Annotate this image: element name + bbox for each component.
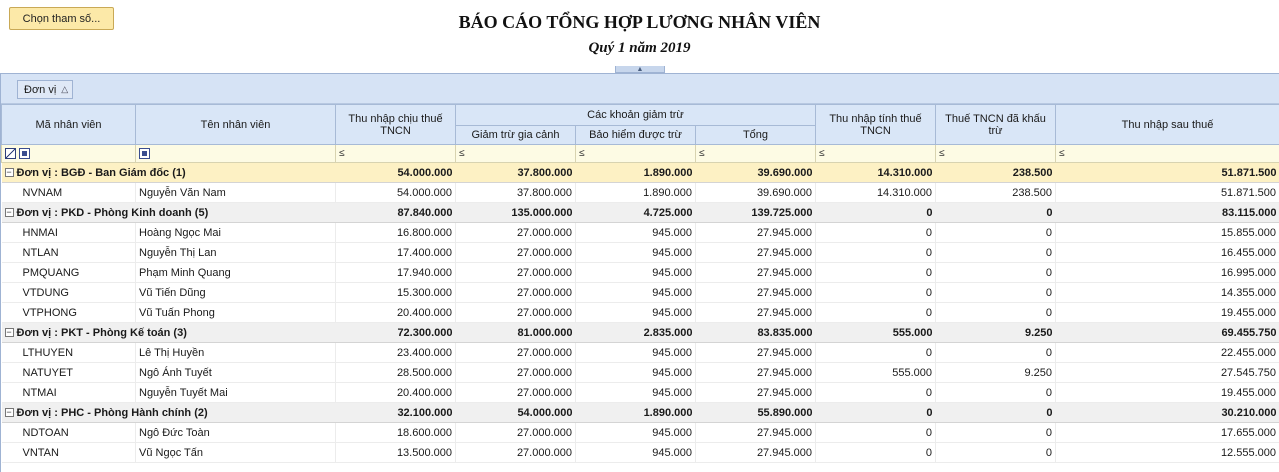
col-header-thue-da-khau-tru[interactable]: Thuế TNCN đã khấu trừ <box>936 105 1056 145</box>
cell-value: 16.455.000 <box>1056 243 1279 263</box>
cell-ma-nv: PMQUANG <box>2 263 136 283</box>
cell-value: 0 <box>936 383 1056 403</box>
cell-ma-nv: VTPHONG <box>2 303 136 323</box>
cell-value: 0 <box>936 343 1056 363</box>
group-total-cell: 238.500 <box>936 163 1056 183</box>
cell-value: 19.455.000 <box>1056 383 1279 403</box>
group-total-cell: 87.840.000 <box>336 203 456 223</box>
cell-value: 0 <box>816 283 936 303</box>
table-row[interactable] <box>2 363 1279 383</box>
cell-ten-nv: Ngô Đức Toàn <box>136 423 336 443</box>
group-total-cell: 83.835.000 <box>696 323 816 343</box>
report-title: BÁO CÁO TỔNG HỢP LƯƠNG NHÂN VIÊN <box>458 12 821 32</box>
cell-ma-nv: NDTOAN <box>2 423 136 443</box>
group-row[interactable] <box>2 323 1279 343</box>
cell-value: 18.600.000 <box>336 423 456 443</box>
cell-value: 16.995.000 <box>1056 263 1279 283</box>
table-row[interactable] <box>2 243 1279 263</box>
cell-value: 0 <box>816 443 936 463</box>
collapse-handle[interactable] <box>615 66 665 73</box>
cell-ten-nv: Phạm Minh Quang <box>136 263 336 283</box>
filter-checkbox-icon[interactable] <box>19 148 30 159</box>
group-total-cell: 135.000.000 <box>456 203 576 223</box>
cell-value: 39.690.000 <box>696 183 816 203</box>
cell-value: 945.000 <box>576 363 696 383</box>
collapse-group-icon[interactable]: − <box>6 407 12 418</box>
cell-value: 27.000.000 <box>456 443 576 463</box>
group-total-cell: 0 <box>936 403 1056 423</box>
filter-cell-tong[interactable]: ≤ <box>696 145 816 163</box>
group-total-cell: 2.835.000 <box>576 323 696 343</box>
group-total-cell: 0 <box>936 203 1056 223</box>
grid-body <box>2 163 1279 463</box>
filter-checkbox-icon[interactable] <box>139 148 150 159</box>
cell-value: 0 <box>936 303 1056 323</box>
cell-value: 37.800.000 <box>456 183 576 203</box>
salary-grid <box>0 73 1279 472</box>
cell-value: 27.000.000 <box>456 363 576 383</box>
cell-value: 15.855.000 <box>1056 223 1279 243</box>
group-label: Đơn vị : BGĐ - Ban Giám đốc (1) <box>16 166 186 179</box>
filter-cell-thu-nhap-chiu-thue[interactable]: ≤ <box>336 145 456 163</box>
col-header-ma-nv[interactable]: Mã nhân viên <box>2 105 136 145</box>
cell-value: 17.940.000 <box>336 263 456 283</box>
cell-value: 27.000.000 <box>456 343 576 363</box>
cell-value: 27.945.000 <box>696 303 816 323</box>
group-row[interactable] <box>2 403 1279 423</box>
cell-value: 27.945.000 <box>696 283 816 303</box>
cell-value: 945.000 <box>576 263 696 283</box>
group-label: Đơn vị : PHC - Phòng Hành chính (2) <box>16 406 208 419</box>
filter-cell-thu-nhap-tinh-thue[interactable]: ≤ <box>816 145 936 163</box>
cell-value: 27.000.000 <box>456 263 576 283</box>
cell-value: 27.945.000 <box>696 263 816 283</box>
clear-filter-icon[interactable] <box>5 148 16 159</box>
cell-value: 945.000 <box>576 383 696 403</box>
group-title[interactable] <box>2 323 336 343</box>
filter-cell-bao-hiem[interactable]: ≤ <box>576 145 696 163</box>
cell-value: 1.890.000 <box>576 183 696 203</box>
cell-value: 945.000 <box>576 243 696 263</box>
cell-value: 945.000 <box>576 283 696 303</box>
cell-value: 12.555.000 <box>1056 443 1279 463</box>
cell-value: 0 <box>936 443 1056 463</box>
table-row[interactable] <box>2 183 1279 203</box>
group-total-cell: 1.890.000 <box>576 163 696 183</box>
filter-cell-thu-nhap-sau-thue[interactable]: ≤ <box>1056 145 1279 163</box>
group-total-cell: 72.300.000 <box>336 323 456 343</box>
cell-value: 0 <box>936 223 1056 243</box>
filter-row <box>2 145 1279 163</box>
col-header-ten-nv[interactable]: Tên nhân viên <box>136 105 336 145</box>
group-total-cell: 55.890.000 <box>696 403 816 423</box>
panel-splitter <box>0 66 1279 73</box>
cell-value: 17.400.000 <box>336 243 456 263</box>
collapse-group-icon[interactable]: − <box>6 167 12 178</box>
col-header-thu-nhap-sau-thue[interactable]: Thu nhập sau thuế <box>1056 105 1279 145</box>
table-row[interactable] <box>2 343 1279 363</box>
cell-ma-nv: VTDUNG <box>2 283 136 303</box>
table-row[interactable] <box>2 383 1279 403</box>
cell-ten-nv: Ngô Ánh Tuyết <box>136 363 336 383</box>
group-title[interactable] <box>2 163 336 183</box>
cell-value: 27.000.000 <box>456 303 576 323</box>
cell-value: 555.000 <box>816 363 936 383</box>
cell-value: 27.945.000 <box>696 363 816 383</box>
cell-value: 27.945.000 <box>696 343 816 363</box>
cell-ten-nv: Nguyễn Thị Lan <box>136 243 336 263</box>
cell-value: 14.310.000 <box>816 183 936 203</box>
group-total-cell: 69.455.750 <box>1056 323 1279 343</box>
group-total-cell: 51.871.500 <box>1056 163 1279 183</box>
group-title[interactable] <box>2 203 336 223</box>
cell-value: 17.655.000 <box>1056 423 1279 443</box>
cell-ma-nv: NATUYET <box>2 363 136 383</box>
table-row[interactable] <box>2 223 1279 243</box>
col-header-bao-hiem[interactable]: Bảo hiểm được trừ <box>576 126 696 145</box>
group-row[interactable] <box>2 203 1279 223</box>
band-header-giam-tru: Các khoản giảm trừ <box>456 105 816 126</box>
group-total-cell: 30.210.000 <box>1056 403 1279 423</box>
cell-value: 0 <box>816 243 936 263</box>
cell-ten-nv: Lê Thị Huyền <box>136 343 336 363</box>
cell-ten-nv: Nguyễn Tuyết Mai <box>136 383 336 403</box>
cell-value: 945.000 <box>576 343 696 363</box>
group-total-cell: 32.100.000 <box>336 403 456 423</box>
cell-value: 20.400.000 <box>336 303 456 323</box>
cell-ten-nv: Vũ Tiến Dũng <box>136 283 336 303</box>
cell-value: 27.945.000 <box>696 223 816 243</box>
group-total-cell: 0 <box>816 203 936 223</box>
group-total-cell: 39.690.000 <box>696 163 816 183</box>
cell-value: 27.945.000 <box>696 423 816 443</box>
cell-value: 0 <box>816 223 936 243</box>
cell-value: 0 <box>816 263 936 283</box>
cell-value: 13.500.000 <box>336 443 456 463</box>
cell-value: 0 <box>816 423 936 443</box>
cell-value: 0 <box>936 263 1056 283</box>
col-header-thu-nhap-chiu-thue[interactable]: Thu nhập chịu thuế TNCN <box>336 105 456 145</box>
group-title[interactable] <box>2 403 336 423</box>
cell-value: 27.000.000 <box>456 383 576 403</box>
sort-asc-icon[interactable]: △ <box>61 84 69 94</box>
chevron-up-icon: ▲ <box>636 65 644 73</box>
group-total-cell: 9.250 <box>936 323 1056 343</box>
cell-value: 0 <box>936 423 1056 443</box>
cell-value: 945.000 <box>576 223 696 243</box>
cell-value: 16.800.000 <box>336 223 456 243</box>
group-chip-don-vi[interactable] <box>17 80 73 99</box>
group-total-cell: 555.000 <box>816 323 936 343</box>
col-header-thu-nhap-tinh-thue[interactable]: Thu nhập tính thuế TNCN <box>816 105 936 145</box>
data-table <box>1 104 1279 463</box>
cell-value: 20.400.000 <box>336 383 456 403</box>
col-header-giam-tru-gia-canh[interactable]: Giảm trừ gia cảnh <box>456 126 576 145</box>
filter-cell-ma-nv[interactable] <box>2 145 136 163</box>
cell-value: 238.500 <box>936 183 1056 203</box>
cell-value: 27.945.000 <box>696 383 816 403</box>
collapse-group-icon[interactable]: − <box>6 327 12 338</box>
group-label: Đơn vị : PKT - Phòng Kế toán (3) <box>16 326 187 339</box>
cell-ten-nv: Vũ Tuấn Phong <box>136 303 336 323</box>
cell-ten-nv: Nguyễn Văn Nam <box>136 183 336 203</box>
group-row[interactable] <box>2 163 1279 183</box>
cell-value: 0 <box>816 343 936 363</box>
param-button[interactable]: Chọn tham số... <box>9 7 114 30</box>
table-row[interactable] <box>2 263 1279 283</box>
cell-value: 0 <box>816 383 936 403</box>
cell-value: 23.400.000 <box>336 343 456 363</box>
group-total-cell: 14.310.000 <box>816 163 936 183</box>
group-total-cell: 54.000.000 <box>336 163 456 183</box>
group-total-cell: 1.890.000 <box>576 403 696 423</box>
cell-ten-nv: Vũ Ngọc Tấn <box>136 443 336 463</box>
group-total-cell: 0 <box>816 403 936 423</box>
group-total-cell: 54.000.000 <box>456 403 576 423</box>
cell-ma-nv: NVNAM <box>2 183 136 203</box>
group-total-cell: 139.725.000 <box>696 203 816 223</box>
cell-value: 945.000 <box>576 303 696 323</box>
col-header-tong[interactable]: Tổng <box>696 126 816 145</box>
cell-value: 9.250 <box>936 363 1056 383</box>
cell-value: 0 <box>936 283 1056 303</box>
filter-cell-thue-da-khau-tru[interactable]: ≤ <box>936 145 1056 163</box>
cell-value: 19.455.000 <box>1056 303 1279 323</box>
cell-value: 54.000.000 <box>336 183 456 203</box>
filter-cell-giam-tru-gia-canh[interactable]: ≤ <box>456 145 576 163</box>
group-total-cell: 83.115.000 <box>1056 203 1279 223</box>
cell-value: 27.000.000 <box>456 243 576 263</box>
cell-value: 0 <box>816 303 936 323</box>
cell-value: 27.945.000 <box>696 243 816 263</box>
cell-value: 51.871.500 <box>1056 183 1279 203</box>
cell-value: 15.300.000 <box>336 283 456 303</box>
group-total-cell: 37.800.000 <box>456 163 576 183</box>
group-by-panel <box>1 74 1279 104</box>
cell-value: 945.000 <box>576 423 696 443</box>
table-row[interactable] <box>2 283 1279 303</box>
cell-value: 27.000.000 <box>456 223 576 243</box>
cell-ma-nv: NTMAI <box>2 383 136 403</box>
cell-ma-nv: HNMAI <box>2 223 136 243</box>
table-row[interactable] <box>2 423 1279 443</box>
cell-ma-nv: VNTAN <box>2 443 136 463</box>
group-total-cell: 4.725.000 <box>576 203 696 223</box>
cell-value: 27.545.750 <box>1056 363 1279 383</box>
cell-value: 27.000.000 <box>456 423 576 443</box>
table-row[interactable] <box>2 443 1279 463</box>
cell-value: 27.000.000 <box>456 283 576 303</box>
cell-value: 28.500.000 <box>336 363 456 383</box>
cell-value: 945.000 <box>576 443 696 463</box>
cell-value: 22.455.000 <box>1056 343 1279 363</box>
cell-value: 27.945.000 <box>696 443 816 463</box>
collapse-group-icon[interactable]: − <box>6 207 12 218</box>
group-label: Đơn vị : PKD - Phòng Kinh doanh (5) <box>16 206 209 219</box>
group-total-cell: 81.000.000 <box>456 323 576 343</box>
report-subtitle: Quý 1 năm 2019 <box>588 40 691 56</box>
group-chip-label: Đơn vị <box>24 83 57 96</box>
cell-ma-nv: LTHUYEN <box>2 343 136 363</box>
cell-ma-nv: NTLAN <box>2 243 136 263</box>
filter-cell-ten-nv[interactable] <box>136 145 336 163</box>
cell-value: 14.355.000 <box>1056 283 1279 303</box>
cell-value: 0 <box>936 243 1056 263</box>
cell-ten-nv: Hoàng Ngọc Mai <box>136 223 336 243</box>
table-row[interactable] <box>2 303 1279 323</box>
